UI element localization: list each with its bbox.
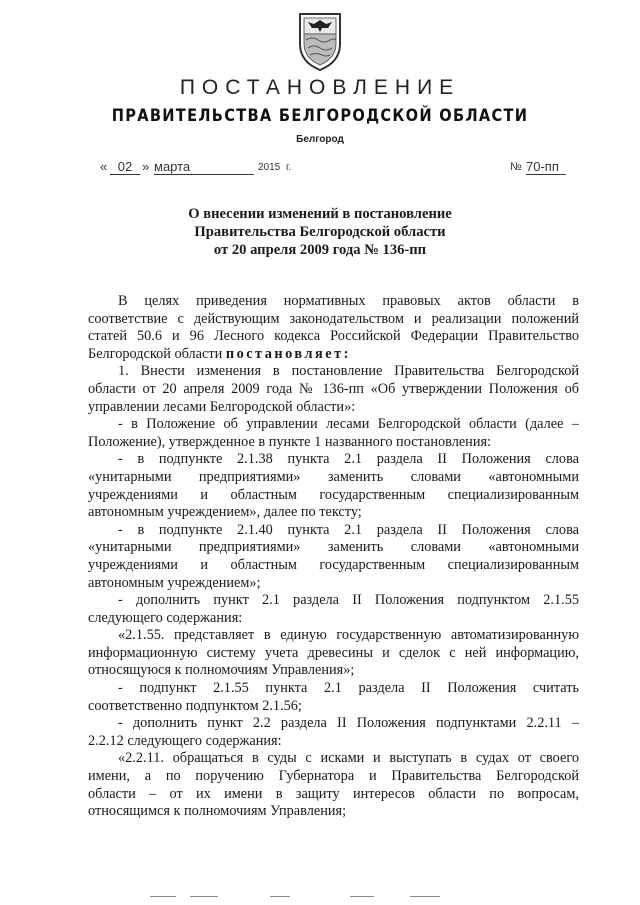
body-line [88,399,579,417]
body-line [88,504,579,522]
body-line [88,328,579,346]
body-line-text: соответствие с действующим законодательством и реализации положений [88,310,579,327]
body-line [88,592,579,610]
date-number-row [100,159,566,179]
body-line-text: соответственно подпунктом 2.1.56; [88,697,302,714]
body-line [88,803,579,821]
body-line-text: - дополнить пункт 2.1 раздела II Положения подпунктом 2.1.55 [118,592,579,609]
body-line [88,487,579,505]
body-line-text: учреждениями и областным государственным специализированным [88,556,579,573]
body-line [88,627,579,645]
body-line [88,539,579,557]
body-line-text: статей 50.6 и 96 Лесного кодекса Российской Федерации Правительство [88,328,579,345]
body-line-text: области – от их имени в защиту интересов области по вопросам, [88,785,579,802]
body-line-text: «унитарными предприятиями» заменить словами «автономными [88,468,579,485]
body-line-text: 2.2.12 следующего содержания: [88,732,282,749]
body-line [88,768,579,786]
body-line-text: «2.2.11. обращаться в суды с исками и выступать в судах от своего [118,750,579,767]
coat-of-arms-emblem [292,10,348,72]
date-open-quote: « [100,159,108,174]
body-line-text: Белгородской области [88,345,223,362]
body-line [88,434,579,452]
date-year-suffix: г. [286,162,292,173]
number-label: № [510,161,522,173]
body-line [88,645,579,663]
title-line: О внесении изменений в постановление [188,206,452,222]
body-line [88,698,579,716]
body-line [88,293,579,311]
body-line-text: «2.1.55. представляет в единую государственную автоматизированную [118,627,579,644]
body-line [88,346,579,364]
date-close-quote: » [142,159,150,174]
body-line [88,381,579,399]
body-line-text: - в Положение об управлении лесами Белгородской области (далее – [118,416,579,433]
body-line-text: - дополнить пункт 2.2 раздела II Положения подпунктами 2.2.11 – [118,715,579,732]
body-line-text: В целях приведения нормативных правовых актов области в [118,293,579,309]
body-line [88,416,579,434]
body-line [88,786,579,804]
issuer-heading: ПРАВИТЕЛЬСТВА БЕЛГОРОДСКОЙ ОБЛАСТИ [111,106,529,126]
body-line-emphasis: постановляет: [225,345,351,362]
date-month: марта [154,159,254,175]
document-title [0,206,640,259]
body-line [88,311,579,329]
body-line [88,715,579,733]
body-line-text: управлении лесами Белгородской области»: [88,398,356,415]
body-line-text: относящуюся к полномочиям Управления»; [88,662,355,679]
city-label: Белгород [296,134,344,145]
body-line-text: - в подпункте 2.1.40 пункта 2.1 раздела II Положения слова [118,521,579,538]
body-line [88,733,579,751]
body-line-text: области от 20 апреля 2009 года № 136-пп «Об утверждении Положения об [88,380,579,397]
body-line [88,522,579,540]
date-year: 2015 [258,162,281,173]
body-line-text: следующего содержания: [88,609,243,626]
body-line-text: автономным учреждением», далее по тексту; [88,504,362,521]
body-line-text: 1. Внести изменения в постановление Правительства Белгородской [118,363,579,380]
title-line: от 20 апреля 2009 года № 136-пп [213,241,427,258]
body-line [88,469,579,487]
body-line [88,575,579,593]
body-line [88,557,579,575]
body-line-text: информационную систему учета древесины и сделок с ней информацию, [88,644,579,661]
document-type-heading: ПОСТАНОВЛЕНИЕ [179,76,461,99]
body-line-text: учреждениями и областным государственным специализированным [88,486,579,503]
date-day: 02 [110,159,140,175]
body-line [88,662,579,680]
body-line [88,680,579,698]
body-line [88,363,579,381]
body-line-text: Положение), утвержденное в пункте 1 названного постановления: [88,433,492,450]
body-line-text: «унитарными предприятиями» заменить словами «автономными [88,539,579,556]
body-line-text: автономным учреждением»; [88,574,261,591]
body-line-text: - в подпункте 2.1.38 пункта 2.1 раздела II Положения слова [118,451,579,468]
body-line-text: - подпункт 2.1.55 пункта 2.1 раздела II Положения считать [118,680,579,697]
document-number: 70-пп [526,159,566,175]
document-body [88,293,579,821]
body-line [88,610,579,628]
body-line [88,451,579,469]
body-line-text: имени, а по поручению Губернатора и Правительства Белгородской [88,768,579,785]
body-line-text: относящимся к полномочиям Управления; [88,803,347,820]
body-line [88,750,579,768]
footer-marks [150,896,450,898]
title-line: Правительства Белгородской области [194,223,446,240]
